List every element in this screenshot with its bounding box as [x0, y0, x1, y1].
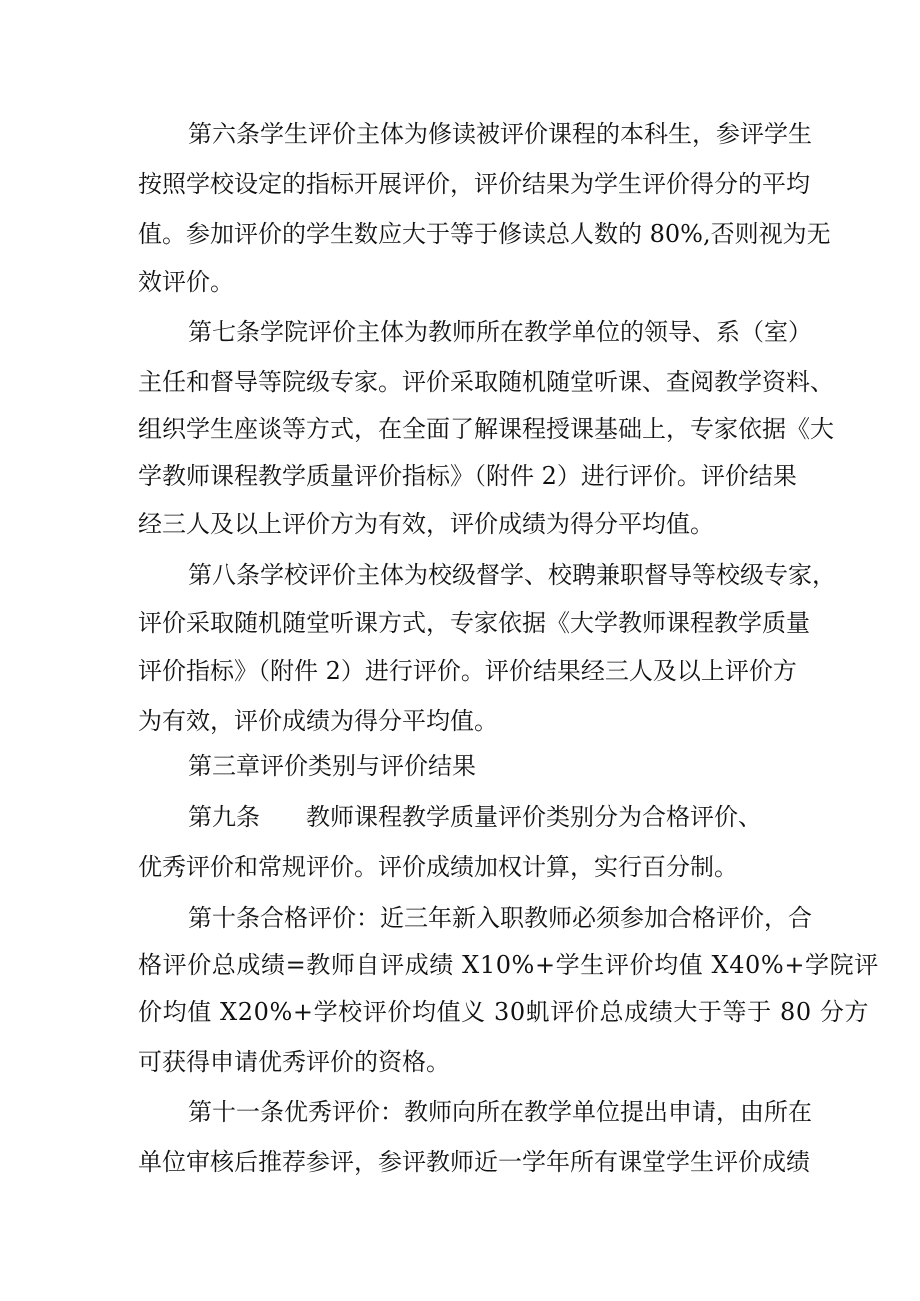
article-10-line-1: 第十条合格评价：近三年新入职教师必须参加合格评价，合: [188, 904, 812, 932]
article-7-line-4: 学教师课程教学质量评价指标》（附件 2）进行评价。评价结果: [138, 462, 797, 490]
article-9-label: 第九条: [188, 803, 260, 831]
article-8-line-1: 第八条学校评价主体为校级督学、校聘兼职督导等校级专家，: [188, 561, 836, 589]
article-8-line-4: 为有效，评价成绩为得分平均值。: [138, 707, 498, 735]
article-7-line-2: 主任和督导等院级专家。评价采取随机随堂听课、查阅教学资料、: [138, 368, 834, 396]
article-10-line-2: 格评价总成绩=教师自评成绩 X10%+学生评价均值 X40%+学院评: [138, 951, 879, 979]
article-9-line-1-text: 教师课程教学质量评价类别分为合格评价、: [306, 803, 762, 831]
article-10-line-4: 可获得申请优秀评价的资格。: [138, 1048, 450, 1076]
article-8-line-2: 评价采取随机随堂听课方式，专家依据《大学教师课程教学质量: [138, 609, 810, 637]
article-7-line-3: 组织学生座谈等方式，在全面了解课程授课基础上，专家依据《大: [138, 415, 834, 443]
article-9-line-2: 优秀评价和常规评价。评价成绩加权计算，实行百分制。: [138, 853, 738, 881]
article-6-line-4: 效评价。: [138, 268, 234, 296]
article-10-line-3: 价均值 X20%+学校评价均值义 30虮评价总成绩大于等于 80 分方: [138, 998, 870, 1026]
article-6-line-2: 按照学校设定的指标开展评价，评价结果为学生评价得分的平均: [138, 170, 810, 198]
article-9-line-1: [188, 799, 762, 835]
article-7-line-5: 经三人及以上评价方为有效，评价成绩为得分平均值。: [138, 510, 714, 538]
article-6-line-1: 第六条学生评价主体为修读被评价课程的本科生，参评学生: [188, 120, 812, 148]
article-11-line-1: 第十一条优秀评价：教师向所在教学单位提出申请，由所在: [188, 1098, 812, 1126]
article-7-line-1: 第七条学院评价主体为教师所在教学单位的领导、系（室）: [188, 318, 812, 346]
article-8-line-3: 评价指标》（附件 2）进行评价。评价结果经三人及以上评价方: [138, 657, 797, 685]
article-6-line-3: 值。参加评价的学生数应大于等于修读总人数的 80%,否则视为无: [138, 220, 831, 248]
article-11-line-2: 单位审核后推荐参评，参评教师近一学年所有课堂学生评价成绩: [138, 1148, 810, 1176]
chapter-3-heading: 第三章评价类别与评价结果: [188, 752, 476, 780]
